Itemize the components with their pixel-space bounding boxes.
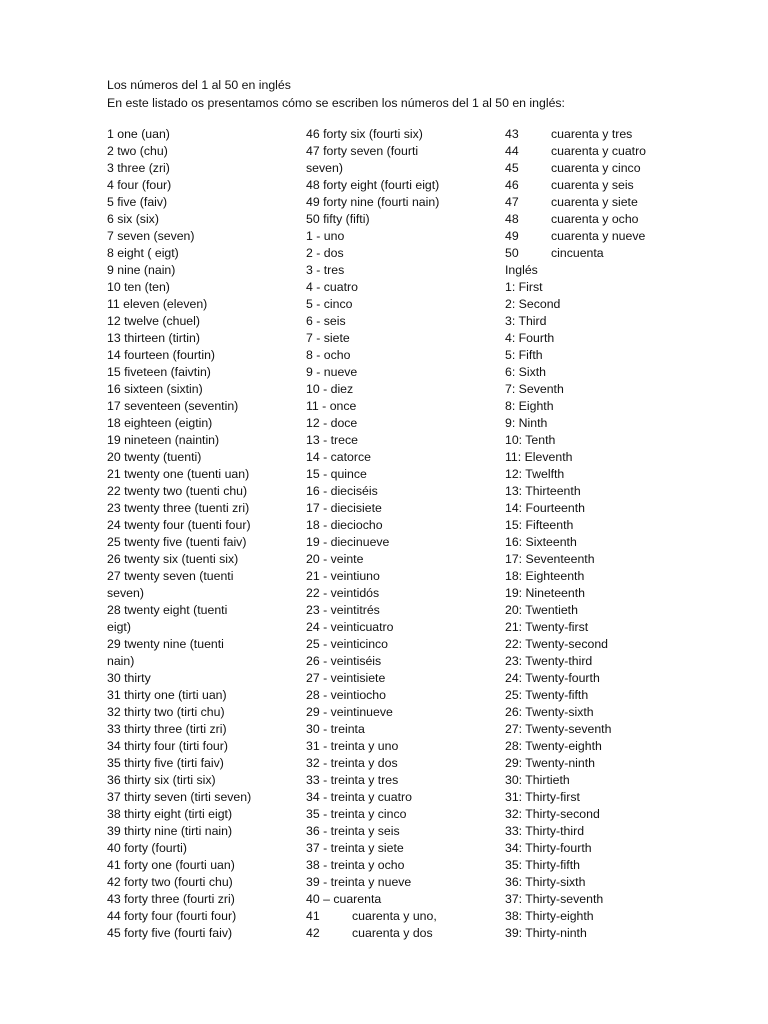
list-item: 33 thirty three (tirti zri) — [107, 722, 227, 736]
list-item: 38 thirty eight (tirti eigt) — [107, 807, 233, 821]
list-item: 38: Thirty-eighth — [505, 909, 594, 923]
list-item: 14 - catorce — [306, 450, 371, 464]
list-item: 2 two (chu) — [107, 144, 168, 158]
column-ordinals — [505, 126, 646, 942]
list-item: 10 ten (ten) — [107, 280, 170, 294]
list-item: 39 - treinta y nueve — [306, 875, 412, 889]
entry-number: 42 — [306, 926, 320, 940]
list-item: 10: Tenth — [505, 433, 556, 447]
list-item: 17: Seventeenth — [505, 552, 595, 566]
list-item: 26 twenty six (tuenti six) — [107, 552, 239, 566]
list-item: 20 twenty (tuenti) — [107, 450, 202, 464]
list-item: 23 - veintitrés — [306, 603, 380, 617]
list-item: 36 thirty six (tirti six) — [107, 773, 216, 787]
list-item: 49 forty nine (fourti nain) — [306, 195, 440, 209]
list-item: eigt) — [107, 620, 131, 634]
list-item: 3 - tres — [306, 263, 345, 277]
list-item: 4 four (four) — [107, 178, 172, 192]
list-item: 26: Twenty-sixth — [505, 705, 594, 719]
list-item: 5: Fifth — [505, 348, 543, 362]
list-item: 16 sixteen (sixtin) — [107, 382, 203, 396]
list-item: 39: Thirty-ninth — [505, 926, 587, 940]
list-item: 35: Thirty-fifth — [505, 858, 580, 872]
list-item: 11: Eleventh — [505, 450, 573, 464]
list-item: 1 one (uan) — [107, 127, 170, 141]
list-item: 6: Sixth — [505, 365, 547, 379]
list-item: 16: Sixteenth — [505, 535, 577, 549]
list-item: 15: Fifteenth — [505, 518, 574, 532]
list-item: 26 - veintiséis — [306, 654, 382, 668]
entry-number: 41 — [306, 909, 320, 923]
list-item: 9 nine (nain) — [107, 263, 176, 277]
list-item: 27 twenty seven (tuenti — [107, 569, 234, 583]
list-item: 33: Thirty-third — [505, 824, 585, 838]
list-item: 24 - veinticuatro — [306, 620, 394, 634]
entry-text: cuarenta y cuatro — [551, 144, 647, 158]
list-item: 13 thirteen (tirtin) — [107, 331, 200, 345]
list-item: 24: Twenty-fourth — [505, 671, 600, 685]
list-item: 18 - dieciocho — [306, 518, 383, 532]
list-item: 1 - uno — [306, 229, 345, 243]
list-item: 8 eight ( eigt) — [107, 246, 179, 260]
page-title: Los números del 1 al 50 en inglés — [107, 78, 291, 92]
list-item: 31: Thirty-first — [505, 790, 580, 804]
list-item: 7 - siete — [306, 331, 350, 345]
list-item: 37: Thirty-seventh — [505, 892, 604, 906]
list-item: 3 three (zri) — [107, 161, 170, 175]
list-item: 27: Twenty-seventh — [505, 722, 612, 736]
list-item: 21 twenty one (tuenti uan) — [107, 467, 250, 481]
list-item: 24 twenty four (tuenti four) — [107, 518, 251, 532]
list-item: Inglés — [505, 263, 538, 277]
list-item: 35 thirty five (tirti faiv) — [107, 756, 224, 770]
list-item: 2 - dos — [306, 246, 344, 260]
list-item: 38 - treinta y ocho — [306, 858, 405, 872]
list-item: 50 fifty (fifti) — [306, 212, 370, 226]
list-item: 46 forty six (fourti six) — [306, 127, 423, 141]
list-item: 29: Twenty-ninth — [505, 756, 596, 770]
list-item: 30: Thirtieth — [505, 773, 570, 787]
list-item: 6 six (six) — [107, 212, 159, 226]
list-item: 30 - treinta — [306, 722, 365, 736]
list-item: 35 - treinta y cinco — [306, 807, 407, 821]
list-item: 25 - veinticinco — [306, 637, 389, 651]
list-item — [306, 925, 439, 942]
list-item: 23: Twenty-third — [505, 654, 593, 668]
list-item: 13: Thirteenth — [505, 484, 581, 498]
list-item: 37 - treinta y siete — [306, 841, 404, 855]
list-item: 34 - treinta y cuatro — [306, 790, 412, 804]
list-item: 11 eleven (eleven) — [107, 297, 208, 311]
list-item: 29 - veintinueve — [306, 705, 393, 719]
list-item: 12 - doce — [306, 416, 358, 430]
list-item: 3: Third — [505, 314, 547, 328]
list-item: 1: First — [505, 280, 543, 294]
list-item: 42 forty two (fourti chu) — [107, 875, 233, 889]
list-item: 6 - seis — [306, 314, 346, 328]
list-item: 32 - treinta y dos — [306, 756, 398, 770]
list-item: 36: Thirty-sixth — [505, 875, 586, 889]
list-item: 25 twenty five (tuenti faiv) — [107, 535, 247, 549]
list-item: 5 - cinco — [306, 297, 353, 311]
list-item: seven) — [107, 586, 144, 600]
list-item: 20 - veinte — [306, 552, 364, 566]
entry-number: 50 — [505, 246, 519, 260]
entry-number: 46 — [505, 178, 519, 192]
list-item — [505, 245, 646, 262]
list-item: 44 forty four (fourti four) — [107, 909, 237, 923]
list-item: 13 - trece — [306, 433, 358, 447]
list-item: 15 fiveteen (faivtin) — [107, 365, 211, 379]
list-item: 25: Twenty-fifth — [505, 688, 589, 702]
list-item: 40 – cuarenta — [306, 892, 382, 906]
list-item — [505, 211, 646, 228]
list-item: 22 twenty two (tuenti chu) — [107, 484, 248, 498]
entry-number: 49 — [505, 229, 519, 243]
list-item: 31 - treinta y uno — [306, 739, 399, 753]
list-item: 19 - diecinueve — [306, 535, 390, 549]
list-item: 21 - veintiuno — [306, 569, 380, 583]
list-item: 14: Fourteenth — [505, 501, 585, 515]
list-item: 22: Twenty-second — [505, 637, 608, 651]
entry-text: cuarenta y dos — [352, 926, 433, 940]
list-item: 8: Eighth — [505, 399, 554, 413]
list-item: 16 - dieciséis — [306, 484, 378, 498]
list-item: 28 - veintiocho — [306, 688, 386, 702]
list-item: 34 thirty four (tirti four) — [107, 739, 228, 753]
entry-text: cuarenta y tres — [551, 127, 633, 141]
list-item: 9 - nueve — [306, 365, 358, 379]
list-item: 15 - quince — [306, 467, 367, 481]
list-item: 27 - veintisiete — [306, 671, 386, 685]
list-item — [306, 908, 439, 925]
list-item: 5 five (faiv) — [107, 195, 168, 209]
list-item: 23 twenty three (tuenti zri) — [107, 501, 250, 515]
list-item: 31 thirty one (tirti uan) — [107, 688, 227, 702]
list-item — [505, 160, 646, 177]
list-item: 37 thirty seven (tirti seven) — [107, 790, 252, 804]
list-item: 34: Thirty-fourth — [505, 841, 592, 855]
list-item: 28: Twenty-eighth — [505, 739, 602, 753]
list-item: 14 fourteen (fourtin) — [107, 348, 216, 362]
list-item: nain) — [107, 654, 135, 668]
list-item — [505, 194, 646, 211]
entry-number: 48 — [505, 212, 519, 226]
entry-text: cuarenta y uno, — [352, 909, 437, 923]
entry-number: 44 — [505, 144, 519, 158]
list-item: 47 forty seven (fourti — [306, 144, 419, 158]
list-item: 8 - ocho — [306, 348, 351, 362]
list-item: 43 forty three (fourti zri) — [107, 892, 235, 906]
entry-number: 47 — [505, 195, 519, 209]
page-subtitle: En este listado os presentamos cómo se escriben los números del 1 al 50 en inglés: — [107, 96, 565, 110]
list-item: 4 - cuatro — [306, 280, 358, 294]
list-item: 40 forty (fourti) — [107, 841, 187, 855]
list-item: 30 thirty — [107, 671, 151, 685]
list-item: 41 forty one (fourti uan) — [107, 858, 235, 872]
list-item: 18: Eighteenth — [505, 569, 585, 583]
list-item: 17 seventeen (seventin) — [107, 399, 239, 413]
entry-text: cuarenta y cinco — [551, 161, 641, 175]
document-header — [107, 76, 565, 112]
list-item: 7: Seventh — [505, 382, 564, 396]
list-item: 11 - once — [306, 399, 357, 413]
list-item: 32 thirty two (tirti chu) — [107, 705, 225, 719]
list-item: 21: Twenty-first — [505, 620, 589, 634]
list-item: 12: Twelfth — [505, 467, 565, 481]
entry-text: cuarenta y seis — [551, 178, 634, 192]
entry-text: cuarenta y ocho — [551, 212, 639, 226]
list-item: 45 forty five (fourti faiv) — [107, 926, 233, 940]
list-item: 20: Twentieth — [505, 603, 578, 617]
list-item: 19: Nineteenth — [505, 586, 585, 600]
list-item: 29 twenty nine (tuenti — [107, 637, 224, 651]
list-item: 33 - treinta y tres — [306, 773, 399, 787]
list-item: 12 twelve (chuel) — [107, 314, 200, 328]
list-item: 7 seven (seven) — [107, 229, 195, 243]
entry-text: cuarenta y nueve — [551, 229, 646, 243]
list-item: 4: Fourth — [505, 331, 555, 345]
list-item — [505, 143, 646, 160]
list-item: 19 nineteen (naintin) — [107, 433, 220, 447]
list-item: 36 - treinta y seis — [306, 824, 400, 838]
list-item — [505, 177, 646, 194]
list-item — [505, 228, 646, 245]
list-item: 9: Ninth — [505, 416, 548, 430]
entry-text: cincuenta — [551, 246, 604, 260]
list-item: 18 eighteen (eigtin) — [107, 416, 213, 430]
list-item: 32: Thirty-second — [505, 807, 600, 821]
column-english-pronunciation — [107, 126, 251, 942]
list-item: seven) — [306, 161, 343, 175]
list-item — [505, 126, 646, 143]
list-item: 10 - diez — [306, 382, 354, 396]
entry-number: 45 — [505, 161, 519, 175]
list-item: 28 twenty eight (tuenti — [107, 603, 228, 617]
list-item: 2: Second — [505, 297, 561, 311]
list-item: 22 - veintidós — [306, 586, 380, 600]
entry-text: cuarenta y siete — [551, 195, 638, 209]
entry-number: 43 — [505, 127, 519, 141]
column-spanish-numbers — [306, 126, 439, 942]
list-item: 48 forty eight (fourti eigt) — [306, 178, 440, 192]
list-item: 39 thirty nine (tirti nain) — [107, 824, 233, 838]
list-item: 17 - diecisiete — [306, 501, 382, 515]
